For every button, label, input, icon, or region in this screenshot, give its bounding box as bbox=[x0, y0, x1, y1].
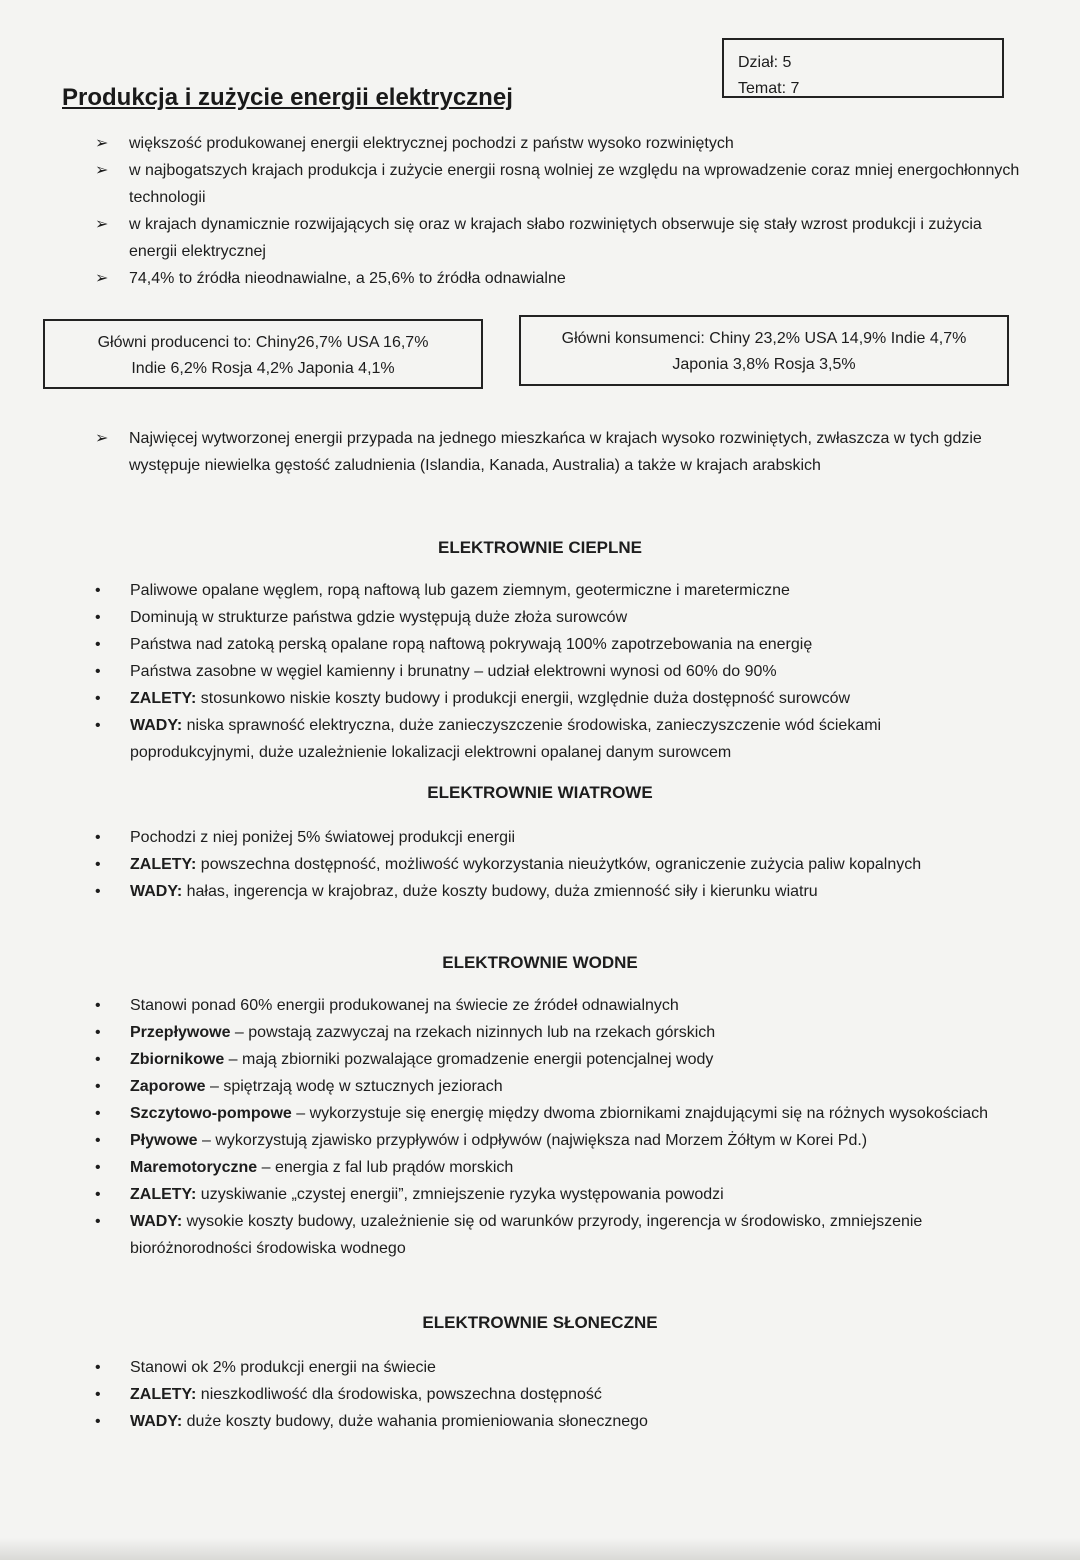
list-item: • Szczytowo-pompowe – wykorzystuje się energię między dwoma zbiornikami znajdującymi się na różnych wysokościach bbox=[95, 1100, 995, 1127]
arrow-bullet-icon: ➢ bbox=[95, 270, 109, 287]
list-item: • Pływowe – wykorzystują zjawisko przypływów i odpływów (największa nad Morzem Żółtym w Korei Pd.) bbox=[95, 1127, 995, 1154]
list-item: • Pochodzi z niej poniżej 5% światowej produkcji energii bbox=[95, 824, 995, 851]
list-item: • ZALETY: powszechna dostępność, możliwość wykorzystania nieużytków, ograniczenie zużycia paliw kopalnych bbox=[95, 851, 995, 878]
list-item: • ZALETY: stosunkowo niskie koszty budowy i produkcji energii, względnie duża dostępność surowców bbox=[95, 685, 995, 712]
bullet-icon: • bbox=[95, 1132, 101, 1149]
thermal-heading: ELEKTROWNIE CIEPLNE bbox=[437, 538, 642, 557]
list-item: • WADY: niska sprawność elektryczna, duże zanieczyszczenie środowiska, zanieczyszczenie wód ściekami poprodukcyjnymi, duże uzależnienie lokalizacji elektrowni opalanej danym surowcem bbox=[95, 712, 995, 766]
wind-list bbox=[95, 824, 995, 905]
list-item: • Stanowi ponad 60% energii produkowanej na świecie ze źródeł odnawialnych bbox=[95, 992, 995, 1019]
list-item: ➢ Najwięcej wytworzonej energii przypada na jednego mieszkańca w krajach wysoko rozwiniętych, zwłaszcza w tych gdzie występuje niewielka gęstość zaludnienia (Islandia, Kanada, Australia) a także w krajach arabskich bbox=[95, 425, 1025, 479]
hydro-heading: ELEKTROWNIE WODNE bbox=[442, 953, 638, 972]
list-item: • WADY: duże koszty budowy, duże wahania promieniowania słonecznego bbox=[95, 1408, 995, 1435]
bullet-icon: • bbox=[95, 582, 101, 599]
hydro-list bbox=[95, 992, 995, 1262]
bullet-icon: • bbox=[95, 997, 101, 1014]
page-edge-shadow bbox=[0, 1538, 1080, 1560]
topic-number: Temat: 7 bbox=[738, 80, 800, 97]
bullet-icon: • bbox=[95, 1078, 101, 1095]
list-item: ➢ w najbogatszych krajach produkcja i zużycie energii rosną wolniej ze względu na wprowadzenie coraz mniej energochłonnych technologii bbox=[95, 157, 1025, 211]
list-item: ➢ 74,4% to źródła nieodnawialne, a 25,6% to źródła odnawialne bbox=[95, 265, 1025, 292]
bullet-icon: • bbox=[95, 717, 101, 734]
solar-heading: ELEKTROWNIE SŁONECZNE bbox=[422, 1313, 658, 1332]
producers-box: Główni producenci to: Chiny26,7% USA 16,7% Indie 6,2% Rosja 4,2% Japonia 4,1% bbox=[43, 319, 483, 389]
wind-heading: ELEKTROWNIE WIATROWE bbox=[427, 783, 653, 802]
bullet-icon: • bbox=[95, 883, 101, 900]
bullet-icon: • bbox=[95, 690, 101, 707]
bullet-icon: • bbox=[95, 1359, 101, 1376]
list-item: • Dominują w strukturze państwa gdzie występują duże złoża surowców bbox=[95, 604, 995, 631]
list-item: • ZALETY: uzyskiwanie „czystej energii”, zmniejszenie ryzyka występowania powodzi bbox=[95, 1181, 995, 1208]
arrow-bullet-icon: ➢ bbox=[95, 135, 109, 152]
list-item: ➢ w krajach dynamicznie rozwijających się oraz w krajach słabo rozwiniętych obserwuje się stały wzrost produkcji i zużycia energii elektrycznej bbox=[95, 211, 1025, 265]
bullet-icon: • bbox=[95, 1413, 101, 1430]
bullet-icon: • bbox=[95, 663, 101, 680]
arrow-bullet-icon: ➢ bbox=[95, 430, 109, 447]
bullet-icon: • bbox=[95, 1051, 101, 1068]
list-item: • Zbiornikowe – mają zbiorniki pozwalające gromadzenie energii potencjalnej wody bbox=[95, 1046, 995, 1073]
list-item: • Państwa zasobne w węgiel kamienny i brunatny – udział elektrowni wynosi od 60% do 90% bbox=[95, 658, 995, 685]
per-capita-list bbox=[95, 425, 1025, 479]
list-item: • Przepływowe – powstają zazwyczaj na rzekach nizinnych lub na rzekach górskich bbox=[95, 1019, 995, 1046]
list-item: • Stanowi ok 2% produkcji energii na świecie bbox=[95, 1354, 995, 1381]
list-item: ➢ większość produkowanej energii elektrycznej pochodzi z państw wysoko rozwiniętych bbox=[95, 130, 1025, 157]
bullet-icon: • bbox=[95, 1024, 101, 1041]
list-item: • WADY: hałas, ingerencja w krajobraz, duże koszty budowy, duża zmienność siły i kierunku wiatru bbox=[95, 878, 995, 905]
solar-list bbox=[95, 1354, 995, 1435]
arrow-bullet-icon: ➢ bbox=[95, 162, 109, 179]
list-item: • Paliwowe opalane węglem, ropą naftową lub gazem ziemnym, geotermiczne i maretermiczne bbox=[95, 577, 995, 604]
bullet-icon: • bbox=[95, 1386, 101, 1403]
bullet-icon: • bbox=[95, 609, 101, 626]
bullet-icon: • bbox=[95, 829, 101, 846]
bullet-icon: • bbox=[95, 636, 101, 653]
bullet-icon: • bbox=[95, 856, 101, 873]
section-info-box bbox=[722, 38, 1004, 98]
list-item: • Maremotoryczne – energia z fal lub prądów morskich bbox=[95, 1154, 995, 1181]
list-item: • Zaporowe – spiętrzają wodę w sztucznych jeziorach bbox=[95, 1073, 995, 1100]
thermal-list bbox=[95, 577, 995, 766]
page-title: Produkcja i zużycie energii elektrycznej bbox=[62, 84, 513, 111]
intro-list bbox=[95, 130, 1025, 292]
arrow-bullet-icon: ➢ bbox=[95, 216, 109, 233]
list-item: • ZALETY: nieszkodliwość dla środowiska, powszechna dostępność bbox=[95, 1381, 995, 1408]
bullet-icon: • bbox=[95, 1213, 101, 1230]
consumers-box: Główni konsumenci: Chiny 23,2% USA 14,9% Indie 4,7% Japonia 3,8% Rosja 3,5% bbox=[519, 315, 1009, 386]
section-number: Dział: 5 bbox=[738, 54, 792, 71]
list-item: • Państwa nad zatoką perską opalane ropą naftową pokrywają 100% zapotrzebowania na energię bbox=[95, 631, 995, 658]
bullet-icon: • bbox=[95, 1159, 101, 1176]
list-item: • WADY: wysokie koszty budowy, uzależnienie się od warunków przyrody, ingerencja w środowisko, zmniejszenie bioróżnorodności środowiska wodnego bbox=[95, 1208, 995, 1262]
bullet-icon: • bbox=[95, 1105, 101, 1122]
bullet-icon: • bbox=[95, 1186, 101, 1203]
